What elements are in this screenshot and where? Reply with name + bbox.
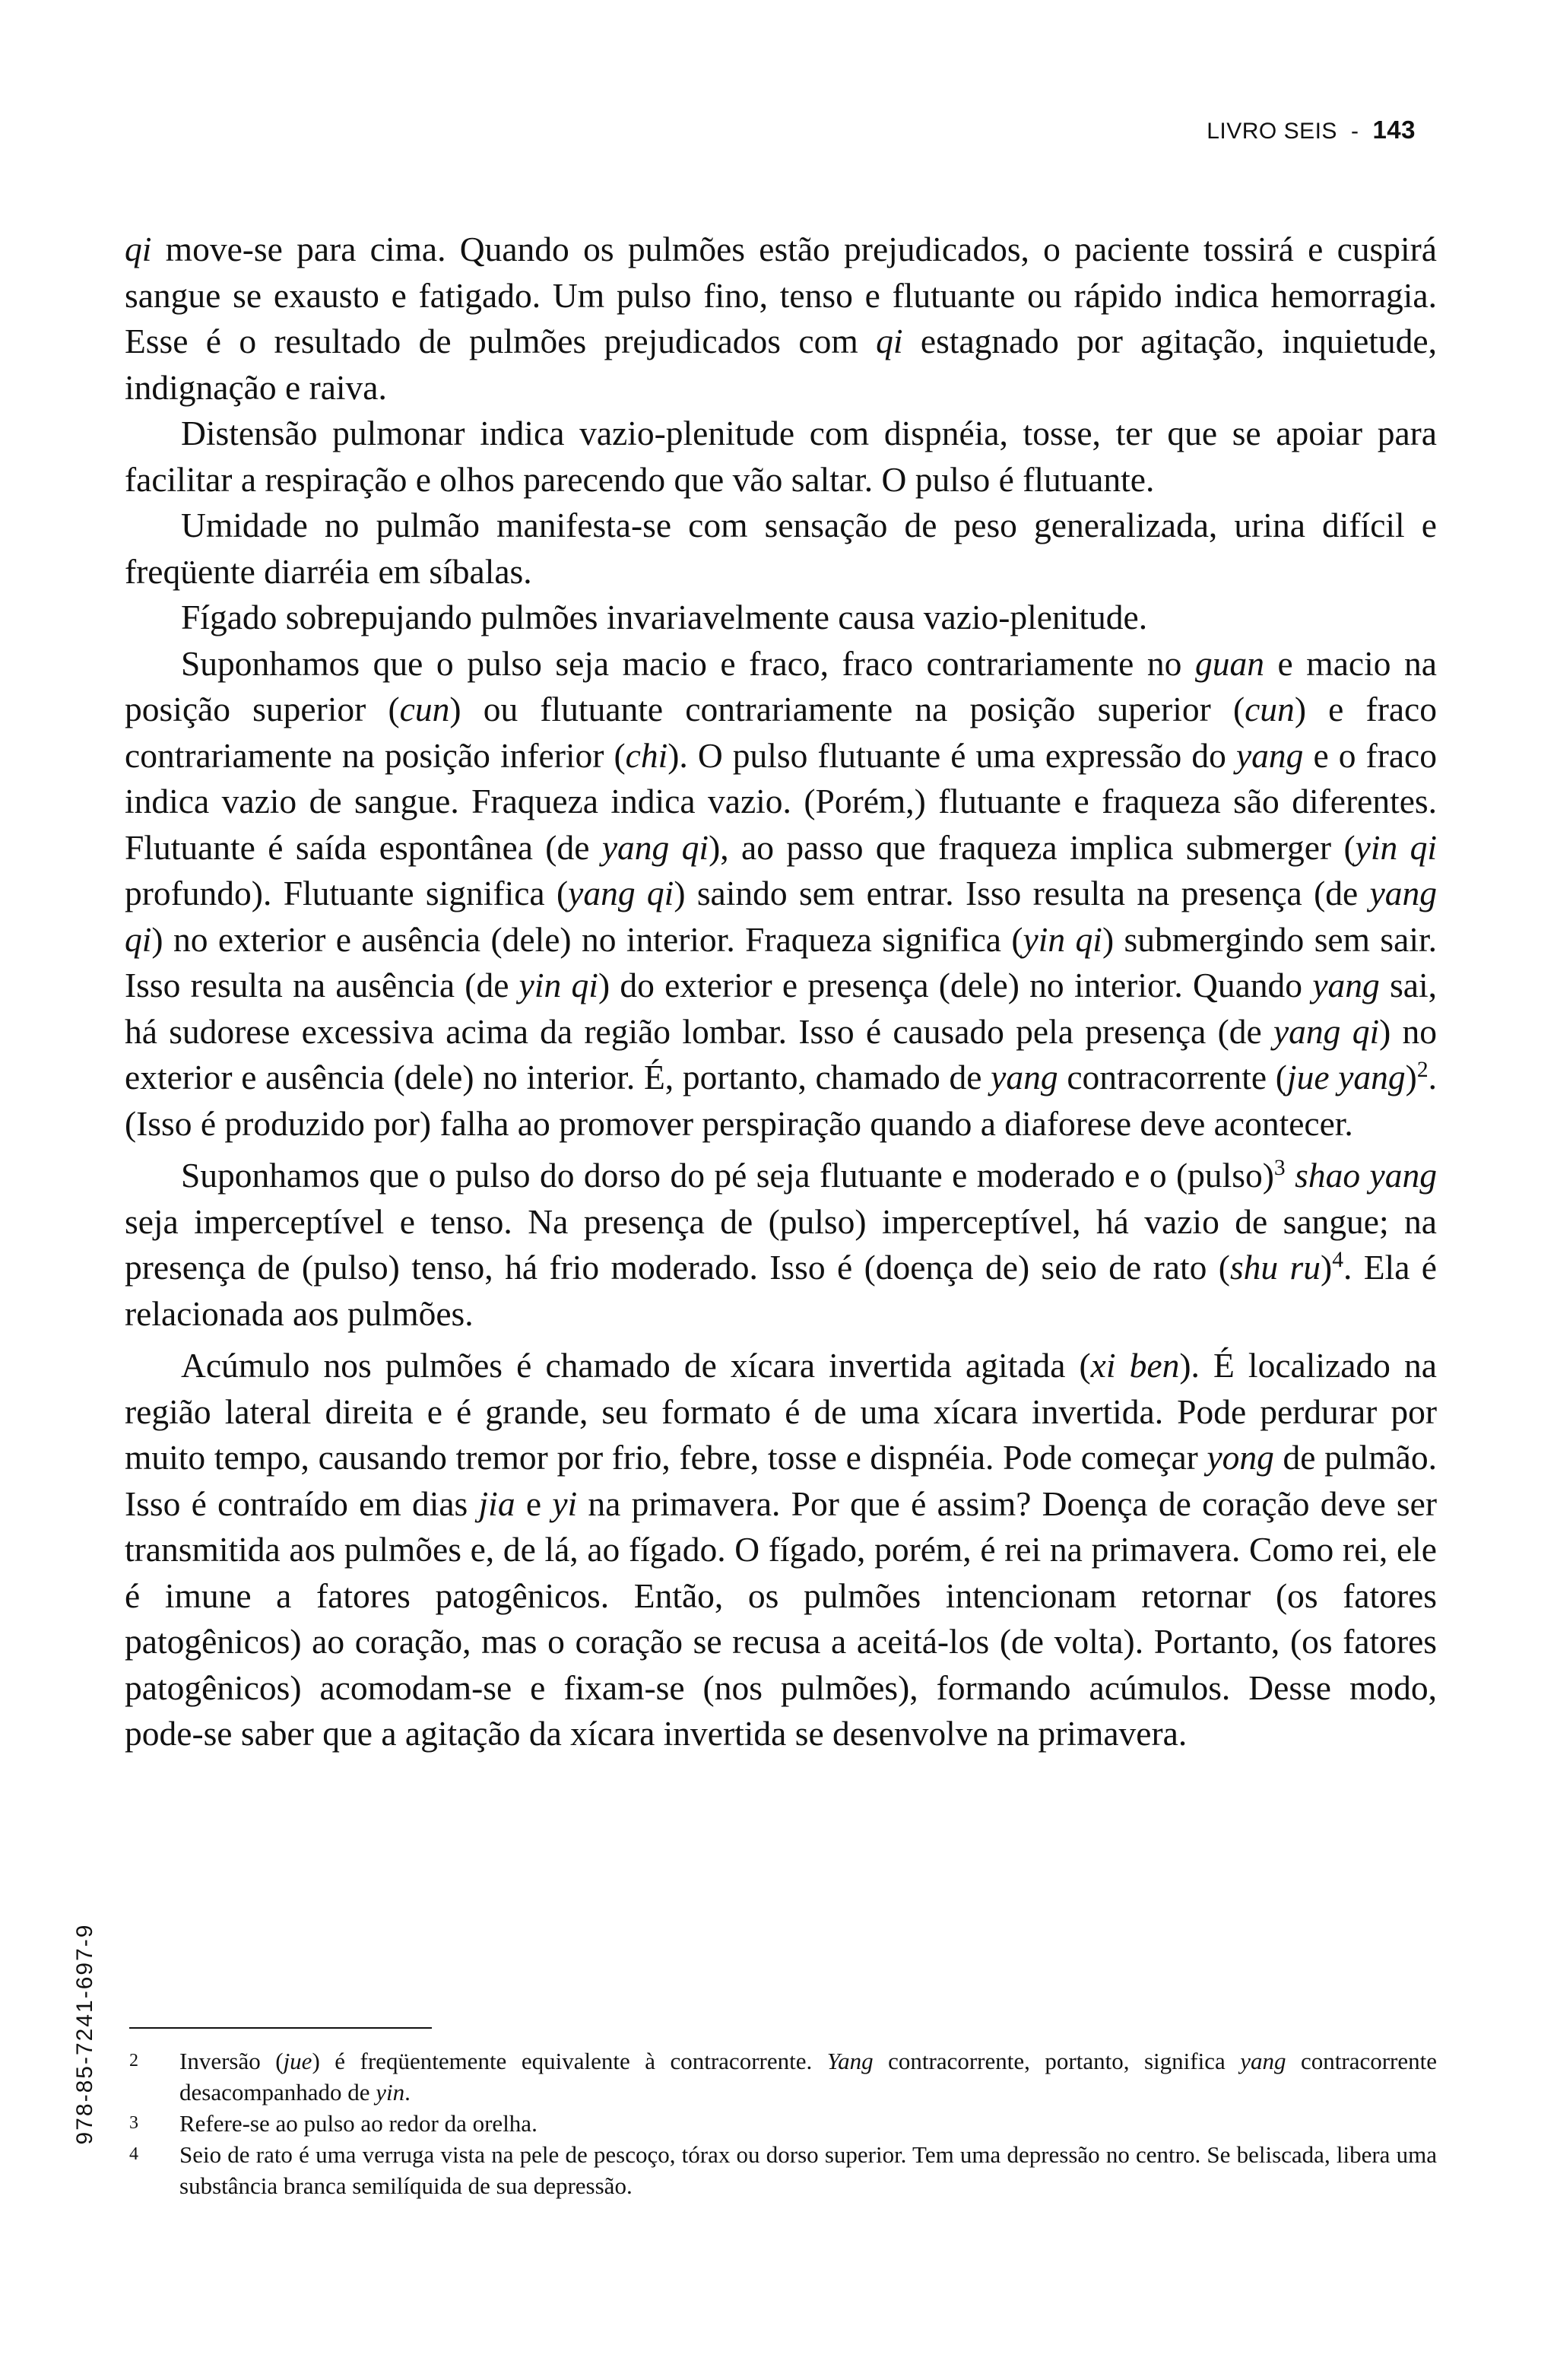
footnote-text: Inversão (jue) é freqüentemente equivalente à contracorrente. Yang contracorrente, portanto, significa yang contracorrente desacompanhado de yin.: [179, 2048, 1437, 2106]
body-text: [125, 227, 1437, 1757]
running-title: LIVRO SEIS: [1207, 119, 1337, 144]
footnote-mark: 2: [129, 2051, 138, 2071]
footnote: [129, 2045, 1437, 2108]
paragraph: Distensão pulmonar indica vazio-plenitude com dispnéia, tosse, ter que se apoiar para facilitar a respiração e olhos parecendo que vão saltar. O pulso é flutuante.: [125, 414, 1437, 499]
footnote-mark: 4: [129, 2144, 138, 2164]
page-number: 143: [1372, 116, 1416, 144]
paragraph: Fígado sobrepujando pulmões invariavelmente causa vazio-plenitude.: [181, 598, 1148, 636]
paragraph: Acúmulo nos pulmões é chamado de xícara invertida agitada (xi ben). É localizado na região lateral direita e é grande, seu formato é de uma xícara invertida. Pode perdurar por muito tempo, causando tremor por frio, febre, tosse e dispnéia. Pode começar yong de pulmão. Isso é contraído em dias jia e yi na primavera. Por que é assim? Doença de coração deve ser transmitida aos pulmões e, de lá, ao fígado. O fígado, porém, é rei na primavera. Como rei, ele é imune a fatores patogênicos. Então, os pulmões intencionam retornar (os fatores patogênicos) ao coração, mas o coração se recusa a aceitá-los (de volta). Portanto, (os fatores patogênicos) acomodam-se e fixam-se (nos pulmões), formando acúmulos. Desse modo, pode-se saber que a agitação da xícara invertida se desenvolve na primavera.: [125, 1346, 1437, 1753]
footnote-rule: [129, 2027, 432, 2029]
paragraph: Umidade no pulmão manifesta-se com sensação de peso generalizada, urina difícil e freqüente diarréia em síbalas.: [125, 506, 1437, 591]
running-header: [1207, 116, 1416, 144]
paragraph: qi move-se para cima. Quando os pulmões estão prejudicados, o paciente tossirá e cuspirá sangue se exausto e fatigado. Um pulso fino, tenso e flutuante ou rápido indica hemorragia. Esse é o resultado de pulmões prejudicados com qi estagnado por agitação, inquietude, indignação e raiva.: [125, 230, 1437, 407]
header-separator: -: [1350, 119, 1359, 144]
paragraph: Suponhamos que o pulso do dorso do pé seja flutuante e moderado e o (pulso)$^3$ shao yang seja imperceptível e tenso. Na presença de (pulso) imperceptível, há vazio de sangue; na presença de (pulso) tenso, há frio moderado. Isso é (doença de) seio de rato (shu ru)$^4$. Ela é relacionada aos pulmões.: [125, 1155, 1438, 1333]
footnote-text: Seio de rato é uma verruga vista na pele de pescoço, tórax ou dorso superior. Tem uma depressão no centro. Se beliscada, libera uma substância branca semilíquida de sua depressão.: [179, 2141, 1437, 2199]
footnotes: [129, 2045, 1437, 2201]
footnote: [129, 2139, 1437, 2201]
footnote-mark: 3: [129, 2113, 138, 2133]
isbn-side-text: 978-85-7241-697-9: [72, 1923, 97, 2145]
footnote: [129, 2108, 1437, 2139]
footnote-text: Refere-se ao pulso ao redor da orelha.: [179, 2110, 537, 2137]
paragraph: Suponhamos que o pulso seja macio e fraco, fraco contrariamente no guan e macio na posição superior (cun) ou flutuante contrariamente na posição superior (cun) e fraco contrariamente na posição inferior (chi). O pulso flutuante é uma expressão do yang e o fraco indica vazio de sangue. Fraqueza indica vazio. (Porém,) flutuante e fraqueza são diferentes. Flutuante é saída espontânea (de yang qi), ao passo que fraqueza implica submerger (yin qi profundo). Flutuante significa (yang qi) saindo sem entrar. Isso resulta na presença (de yang qi) no exterior e ausência (dele) no interior. Fraqueza significa (yin qi) submergindo sem sair. Isso resulta na ausência (de yin qi) do exterior e presença (dele) no interior. Quando yang sai, há sudorese excessiva acima da região lombar. Isso é causado pela presença (de yang qi) no exterior e ausência (dele) no interior. É, portanto, chamado de yang contracorrente (jue yang)$^2$. (Isso é produzido por) falha ao promover perspiração quando a diaforese deve acontecer.: [125, 643, 1438, 1143]
